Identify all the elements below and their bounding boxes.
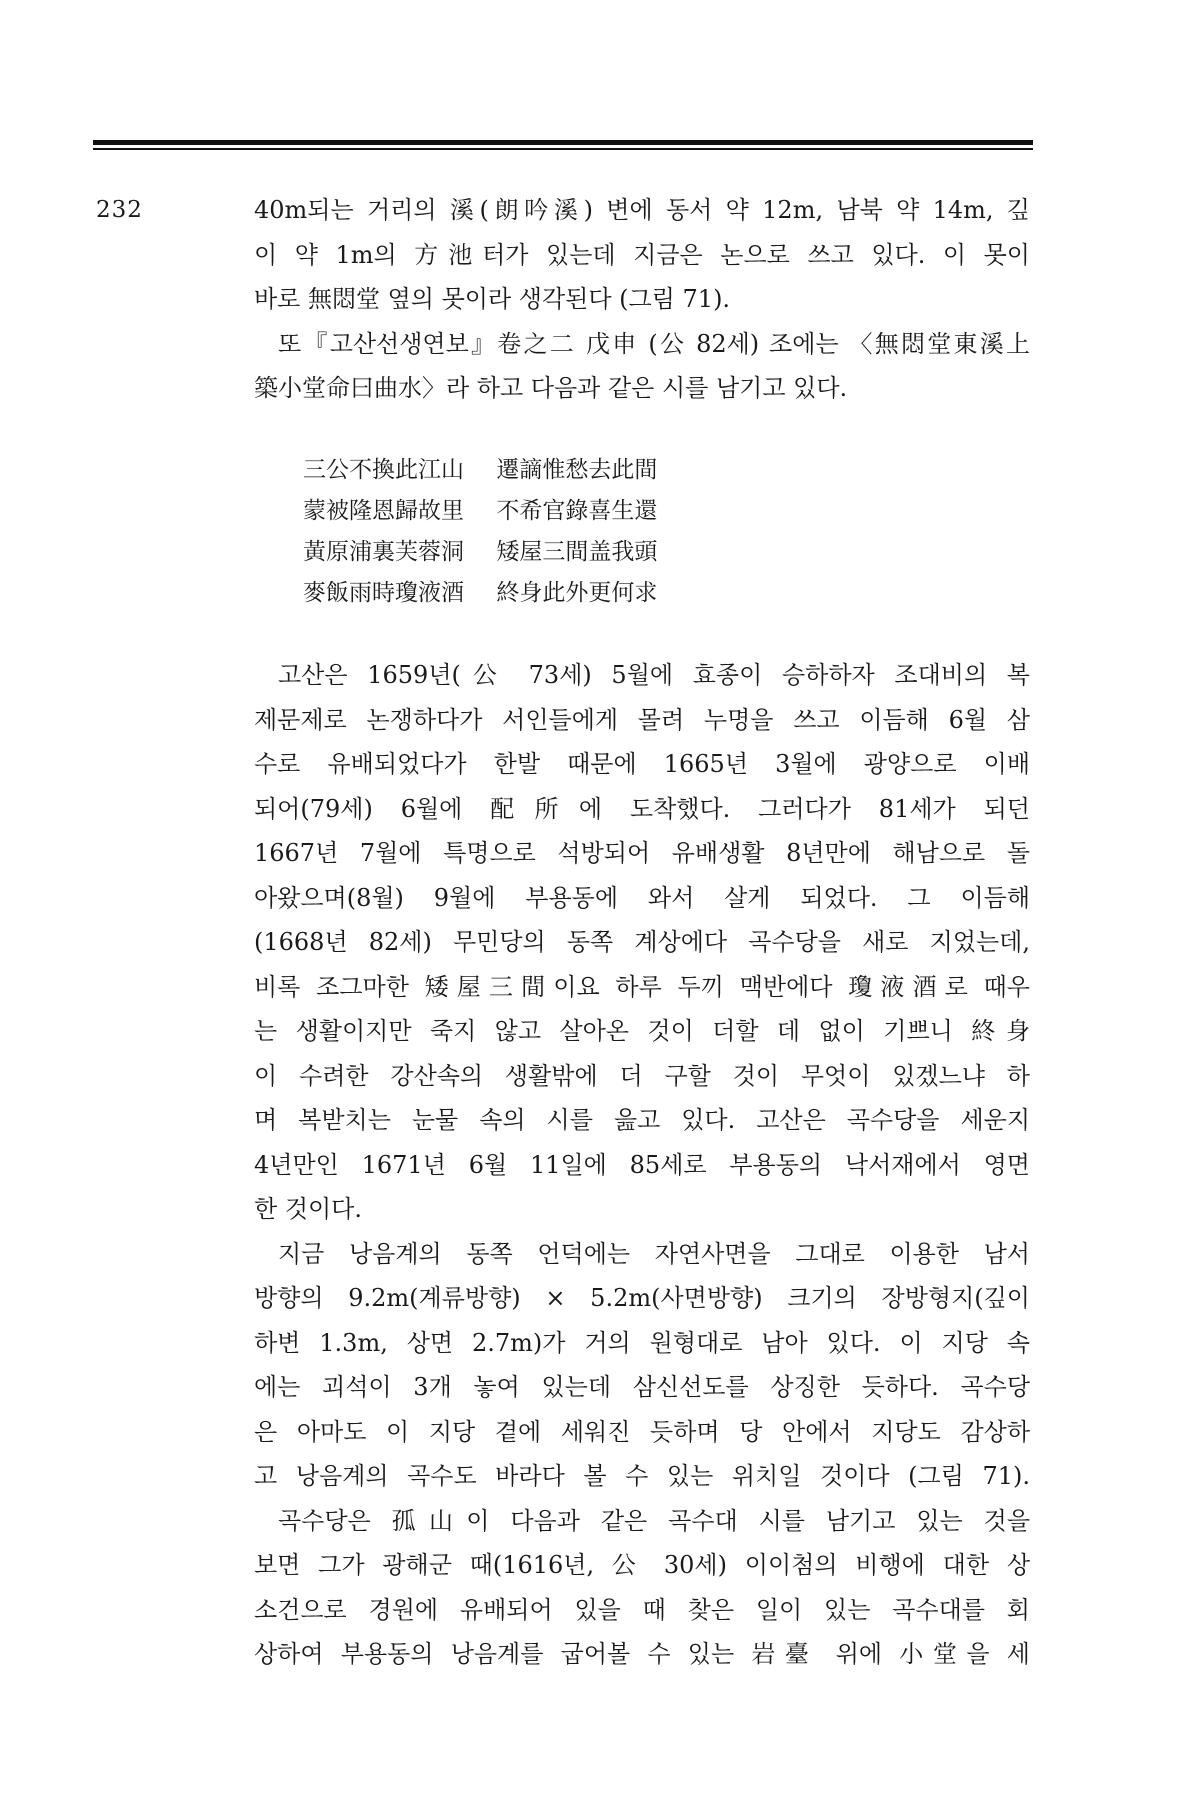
para1-line-3: 바로 無悶堂 옆의 못이라 생각된다 (그림 71).	[254, 285, 731, 313]
para3-line: 되어(79세) 6월에 配所에 도착했다. 그러다가 81세가 되던	[254, 794, 1030, 823]
poem-verse: 三公不換此江山	[303, 457, 464, 483]
header-rule	[93, 140, 1033, 150]
para4-line: 방향의 9.2m(계류방향) × 5.2m(사면방향) 크기의 장방형지(깊이	[254, 1284, 1030, 1312]
para3-line: 고산은 1659년(公 73세) 5월에 효종이 승하하자 조대비의 복	[278, 661, 1030, 689]
para3-line: (1668년 82세) 무민당의 동쪽 계상에다 곡수당을 새로 지었는데,	[254, 928, 1030, 956]
para2-line-1: 또『고산선생연보』卷之二 戊申 (公 82세) 조에는 〈無悶堂東溪上	[278, 329, 1030, 358]
para3-line: 제문제로 논쟁하다가 서인들에게 몰려 누명을 쓰고 이듬해 6월 삼	[254, 705, 1030, 734]
poem-line-2	[303, 491, 682, 532]
para3-line: 비록 조그마한 矮屋三間이요 하루 두끼 맥반에다 瓊液酒로 때우	[254, 972, 1030, 1001]
para4-line: 하변 1.3m, 상면 2.7m)가 거의 원형대로 남아 있다. 이 지당 속	[254, 1328, 1030, 1357]
poem-block	[303, 450, 682, 614]
poem-verse: 蒙被隆恩歸故里	[303, 498, 464, 524]
para3-line: 아왔으며(8월) 9월에 부용동에 와서 살게 되었다. 그 이듬해	[254, 883, 1030, 912]
para5-line: 곡수당은 孤山이 다음과 같은 곡수대 시를 남기고 있는 것을	[278, 1506, 1030, 1535]
poem-line-1	[303, 450, 682, 491]
poem-verse: 終身此外更何求	[496, 580, 658, 606]
para2-line-2: 築小堂命曰曲水〉라 하고 다음과 같은 시를 남기고 있다.	[254, 374, 848, 402]
para4-line: 에는 괴석이 3개 놓여 있는데 삼신선도를 상징한 듯하다. 곡수당	[254, 1373, 1030, 1401]
para1-line-1: 40m되는 거리의 溪(朗吟溪) 변에 동서 약 12m, 남북 약 14m, 깊	[254, 196, 1030, 224]
poem-verse: 矮屋三間盖我頭	[496, 539, 658, 565]
poem-verse: 遷謫惟愁去此間	[496, 457, 658, 483]
body-text-top	[254, 188, 1030, 411]
page-number: 232	[96, 197, 143, 223]
body-text-bottom	[254, 653, 1030, 1677]
para4-line: 은 아마도 이 지당 곁에 세워진 듯하며 당 안에서 지당도 감상하	[254, 1417, 1030, 1446]
para3-line: 1667년 7월에 특명으로 석방되어 유배생활 8년만에 해남으로 돌	[254, 839, 1030, 867]
poem-verse: 麥飯雨時瓊液酒	[303, 580, 464, 606]
para1-line-2: 이 약 1m의 方池터가 있는데 지금은 논으로 쓰고 있다. 이 못이	[254, 240, 1030, 269]
para5-line: 상하여 부용동의 낭음계를 굽어볼 수 있는 岩臺 위에 小堂을 세	[254, 1640, 1030, 1668]
poem-verse: 黃原浦裏芙蓉洞	[303, 539, 464, 565]
poem-line-4	[303, 573, 682, 614]
para3-line: 4년만인 1671년 6월 11일에 85세로 부용동의 낙서재에서 영면	[254, 1150, 1030, 1179]
para5-line: 소건으로 경원에 유배되어 있을 때 찾은 일이 있는 곡수대를 회	[254, 1595, 1030, 1624]
para3-line: 는 생활이지만 죽지 않고 살아온 것이 더할 데 없이 기쁘니 終身	[254, 1017, 1030, 1045]
para3-line: 수로 유배되었다가 한발 때문에 1665년 3월에 광양으로 이배	[254, 750, 1030, 778]
para4-line: 지금 낭음계의 동쪽 언덕에는 자연사면을 그대로 이용한 남서	[278, 1239, 1030, 1268]
para5-line: 보면 그가 광해군 때(1616년, 公 30세) 이이첨의 비행에 대한 상	[254, 1551, 1030, 1579]
para3-line: 한 것이다.	[254, 1195, 362, 1223]
para3-line: 이 수려한 강산속의 생활밖에 더 구할 것이 무엇이 있겠느냐 하	[254, 1061, 1030, 1090]
para3-line: 며 복받치는 눈물 속의 시를 읊고 있다. 고산은 곡수당을 세운지	[254, 1106, 1030, 1134]
poem-line-3	[303, 532, 682, 573]
para4-line: 고 낭음계의 곡수도 바라다 볼 수 있는 위치일 것이다 (그림 71).	[254, 1462, 1030, 1490]
poem-verse: 不希官錄喜生還	[496, 498, 658, 524]
